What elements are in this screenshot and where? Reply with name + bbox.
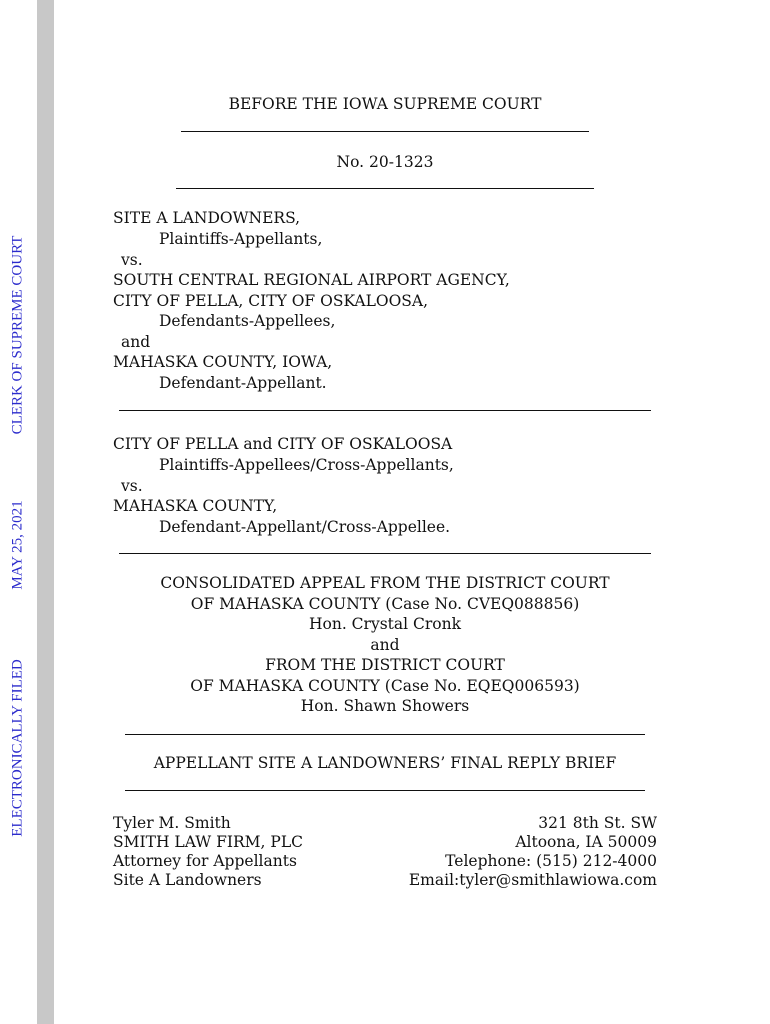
appeal-line5: FROM THE DISTRICT COURT: [265, 656, 505, 674]
caption1-role1: Plaintiffs-Appellants,: [159, 230, 323, 248]
caption1-party2: SOUTH CENTRAL REGIONAL AIRPORT AGENCY,: [113, 271, 510, 289]
divider: [125, 790, 645, 791]
divider: [176, 188, 594, 189]
caption1-party3: CITY OF PELLA, CITY OF OSKALOOSA,: [113, 292, 429, 310]
caption2-role1: Plaintiffs-Appellees/Cross-Appellants,: [159, 456, 454, 474]
attorney-telephone: Telephone: (515) 212-4000: [445, 852, 657, 870]
divider: [119, 410, 651, 411]
appeal-line2: OF MAHASKA COUNTY (Case No. CVEQ088856): [190, 595, 580, 613]
divider: [181, 131, 589, 132]
caption1-role3: Defendant-Appellant.: [159, 374, 327, 392]
caption2-vs: vs.: [121, 477, 143, 495]
attorney-role: Attorney for Appellants: [113, 852, 297, 870]
appeal-line3: Hon. Crystal Cronk: [309, 615, 461, 633]
stamp-date: MAY 25, 2021: [9, 500, 26, 590]
attorney-address1: 321 8th St. SW: [538, 814, 657, 832]
appeal-line6: OF MAHASKA COUNTY (Case No. EQEQ006593): [190, 677, 580, 695]
stamp-clerk: CLERK OF SUPREME COURT: [9, 235, 26, 435]
caption1-role2: Defendants-Appellees,: [159, 312, 336, 330]
brief-title: APPELLANT SITE A LANDOWNERS’ FINAL REPLY BRIEF: [153, 754, 617, 772]
appeal-line4: and: [370, 636, 400, 654]
divider: [125, 734, 645, 735]
court-heading: BEFORE THE IOWA SUPREME COURT: [228, 95, 542, 113]
caption2-party1: CITY OF PELLA and CITY OF OSKALOOSA: [113, 435, 453, 453]
attorney-name: Tyler M. Smith: [113, 814, 231, 832]
caption1-party4: MAHASKA COUNTY, IOWA,: [113, 353, 333, 371]
caption2-role2: Defendant-Appellant/Cross-Appellee.: [159, 518, 451, 536]
caption1-vs: vs.: [121, 251, 143, 269]
attorney-email: Email:tyler@smithlawiowa.com: [408, 871, 657, 889]
appeal-line1: CONSOLIDATED APPEAL FROM THE DISTRICT COURT: [160, 574, 610, 592]
divider: [119, 553, 651, 554]
caption2-party2: MAHASKA COUNTY,: [113, 497, 278, 515]
caption1-and: and: [121, 333, 151, 351]
stamp-filed: ELECTRONICALLY FILED: [9, 659, 26, 837]
case-number: No. 20-1323: [336, 153, 434, 171]
appeal-line7: Hon. Shawn Showers: [300, 697, 470, 715]
caption1-party1: SITE A LANDOWNERS,: [113, 209, 301, 227]
attorney-address2: Altoona, IA 50009: [515, 833, 657, 851]
attorney-client: Site A Landowners: [113, 871, 262, 889]
attorney-firm: SMITH LAW FIRM, PLC: [113, 833, 303, 851]
